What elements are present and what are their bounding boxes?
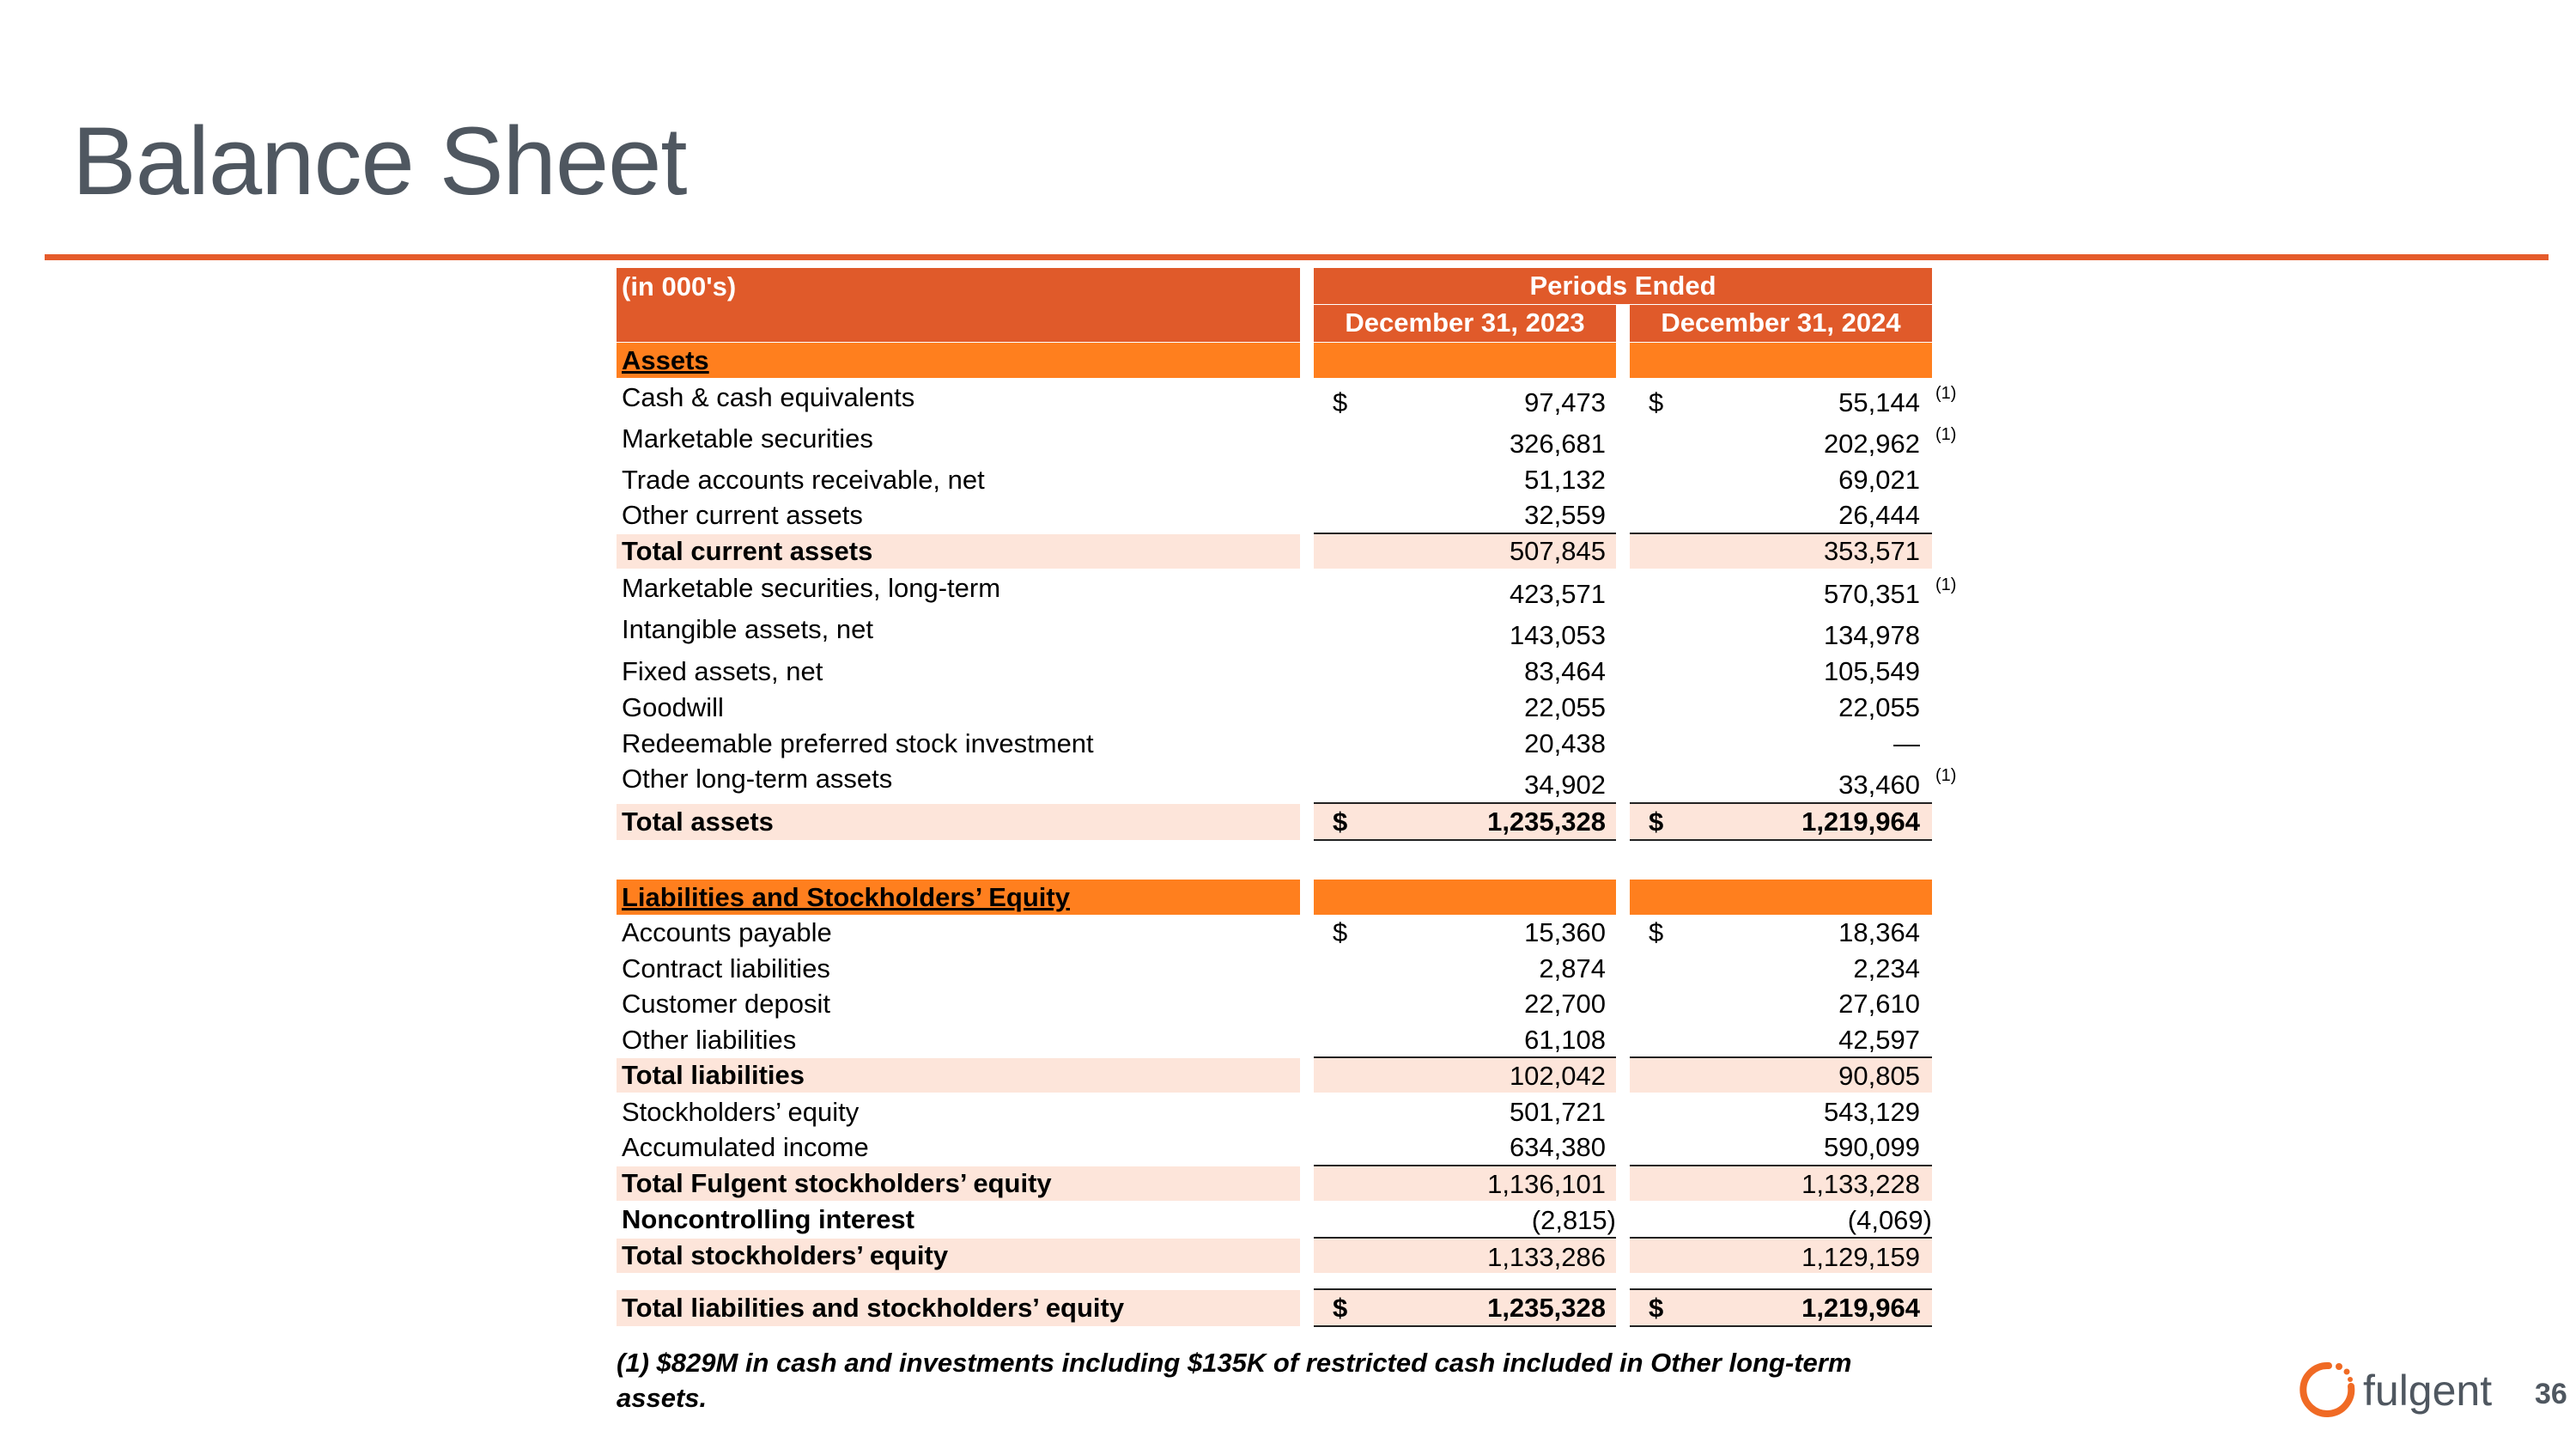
deposit-2024: 27,610 xyxy=(1838,989,1920,1019)
row-label-redeemable: Redeemable preferred stock investment xyxy=(622,728,1094,758)
redeemable-2023: 20,438 xyxy=(1524,728,1606,758)
subtotal-rule xyxy=(1630,1288,1932,1290)
row-label-cash: Cash & cash equivalents xyxy=(622,382,915,412)
accum-2023: 634,380 xyxy=(1509,1132,1606,1162)
logo-wordmark: fulgent xyxy=(2363,1367,2493,1415)
subtotal-rule xyxy=(1630,1165,1932,1166)
total-rule xyxy=(1314,1325,1616,1327)
row-label-contract: Contract liabilities xyxy=(622,953,830,983)
se-2024: 543,129 xyxy=(1823,1097,1920,1127)
marketable-lt-2024: 570,351 xyxy=(1823,579,1920,609)
row-label-accum: Accumulated income xyxy=(622,1132,869,1162)
footnote-marker: (1) xyxy=(1935,766,1957,785)
subtotal-rule xyxy=(1630,802,1932,804)
row-label-other-current: Other current assets xyxy=(622,500,863,530)
row-label-total-le: Total liabilities and stockholders’ equity xyxy=(622,1293,1125,1323)
row-label-marketable: Marketable securities xyxy=(622,423,873,454)
total-current-2023: 507,845 xyxy=(1509,536,1606,566)
subtotal-rule xyxy=(1630,1056,1932,1058)
payable-2023: 15,360 xyxy=(1524,917,1606,947)
assets-header-bg xyxy=(617,343,1300,378)
cash-2023: 97,473 xyxy=(1524,387,1606,417)
currency-symbol: $ xyxy=(1333,387,1348,417)
se-2023: 501,721 xyxy=(1509,1097,1606,1127)
footnote-marker: (1) xyxy=(1935,384,1957,403)
row-label-receivable: Trade accounts receivable, net xyxy=(622,465,985,495)
contract-2023: 2,874 xyxy=(1539,953,1606,983)
total-rule xyxy=(1630,1325,1932,1327)
receivable-2024: 69,021 xyxy=(1838,465,1920,495)
fixed-2024: 105,549 xyxy=(1823,656,1920,686)
cash-2024: 55,144 xyxy=(1838,387,1920,417)
currency-symbol: $ xyxy=(1649,1293,1664,1323)
assets-header-bg-col2 xyxy=(1630,343,1932,378)
goodwill-2024: 22,055 xyxy=(1838,692,1920,722)
unit-label: (in 000's) xyxy=(622,271,737,301)
currency-symbol: $ xyxy=(1649,807,1664,837)
row-label-other-liab: Other liabilities xyxy=(622,1025,797,1055)
row-label-total-se: Total stockholders’ equity xyxy=(622,1240,949,1270)
nci-2024: (4,069) xyxy=(1847,1205,1932,1235)
total-rule xyxy=(1630,839,1932,841)
other-current-2023: 32,559 xyxy=(1524,500,1606,530)
marketable-2023: 326,681 xyxy=(1509,429,1606,459)
fixed-2023: 83,464 xyxy=(1524,656,1606,686)
page-title: Balance Sheet xyxy=(72,107,687,215)
subtotal-rule xyxy=(1630,1237,1932,1239)
receivable-2023: 51,132 xyxy=(1524,465,1606,495)
row-label-other-lt: Other long-term assets xyxy=(622,764,893,794)
contract-2024: 2,234 xyxy=(1853,953,1920,983)
row-label-se: Stockholders’ equity xyxy=(622,1097,860,1127)
total-se-2023: 1,133,286 xyxy=(1487,1242,1606,1272)
other-liab-2024: 42,597 xyxy=(1838,1025,1920,1055)
total-le-2024: 1,219,964 xyxy=(1801,1293,1920,1323)
total-fulgent-2024: 1,133,228 xyxy=(1801,1169,1920,1199)
subtotal-rule xyxy=(1314,1237,1616,1239)
row-label-total-assets: Total assets xyxy=(622,807,774,837)
currency-symbol: $ xyxy=(1333,807,1348,837)
currency-symbol: $ xyxy=(1649,387,1664,417)
row-label-marketable-lt: Marketable securities, long-term xyxy=(622,573,1001,603)
currency-symbol: $ xyxy=(1333,917,1348,947)
other-current-2024: 26,444 xyxy=(1838,500,1920,530)
fulgent-logo xyxy=(2294,1355,2526,1424)
row-label-nci: Noncontrolling interest xyxy=(622,1204,914,1234)
page-number: 36 xyxy=(2535,1378,2567,1410)
total-se-2024: 1,129,159 xyxy=(1801,1242,1920,1272)
marketable-2024: 202,962 xyxy=(1823,429,1920,459)
total-rule xyxy=(1314,839,1616,841)
currency-symbol: $ xyxy=(1649,917,1664,947)
row-label-payable: Accounts payable xyxy=(622,917,832,947)
other-liab-2023: 61,108 xyxy=(1524,1025,1606,1055)
total-liab-2024: 90,805 xyxy=(1838,1061,1920,1091)
deposit-2023: 22,700 xyxy=(1524,989,1606,1019)
liabilities-section-header: Liabilities and Stockholders’ Equity xyxy=(622,882,1070,912)
total-current-2024: 353,571 xyxy=(1823,536,1920,566)
payable-2024: 18,364 xyxy=(1838,917,1920,947)
row-label-intangible: Intangible assets, net xyxy=(622,614,873,644)
periods-ended-label: Periods Ended xyxy=(1529,271,1716,301)
total-fulgent-2023: 1,136,101 xyxy=(1487,1169,1606,1199)
col-header-2024: December 31, 2024 xyxy=(1661,307,1901,338)
subtotal-rule xyxy=(1314,1056,1616,1058)
footnote-marker: (1) xyxy=(1935,425,1957,444)
total-assets-2024: 1,219,964 xyxy=(1801,807,1920,837)
row-label-total-current: Total current assets xyxy=(622,536,873,566)
row-label-fixed: Fixed assets, net xyxy=(622,656,823,686)
assets-header-bg-col1 xyxy=(1314,343,1616,378)
total-assets-2023: 1,235,328 xyxy=(1487,807,1606,837)
intangible-2024: 134,978 xyxy=(1823,620,1920,650)
liab-header-bg-col1 xyxy=(1314,880,1616,915)
redeemable-2024: — xyxy=(1893,728,1920,758)
row-label-total-liab: Total liabilities xyxy=(622,1060,805,1090)
liab-header-bg-col2 xyxy=(1630,880,1932,915)
col-header-2023: December 31, 2023 xyxy=(1345,307,1585,338)
row-label-deposit: Customer deposit xyxy=(622,989,830,1019)
currency-symbol: $ xyxy=(1333,1293,1348,1323)
row-label-goodwill: Goodwill xyxy=(622,692,724,722)
total-liab-2023: 102,042 xyxy=(1509,1061,1606,1091)
intangible-2023: 143,053 xyxy=(1509,620,1606,650)
subtotal-rule xyxy=(1314,802,1616,804)
total-le-2023: 1,235,328 xyxy=(1487,1293,1606,1323)
fulgent-logo-mark xyxy=(2294,1355,2526,1424)
footnote-marker: (1) xyxy=(1935,575,1957,594)
other-lt-2023: 34,902 xyxy=(1524,770,1606,800)
row-label-total-fulgent: Total Fulgent stockholders’ equity xyxy=(622,1168,1052,1198)
footnote-text: (1) $829M in cash and investments including $135K of restricted cash included in Other long-term assets. xyxy=(617,1348,1852,1413)
subtotal-rule xyxy=(1314,1165,1616,1166)
other-lt-2024: 33,460 xyxy=(1838,770,1920,800)
marketable-lt-2023: 423,571 xyxy=(1509,579,1606,609)
nci-2023: (2,815) xyxy=(1531,1205,1616,1235)
accum-2024: 590,099 xyxy=(1823,1132,1920,1162)
subtotal-rule xyxy=(1314,1288,1616,1290)
goodwill-2023: 22,055 xyxy=(1524,692,1606,722)
assets-section-header: Assets xyxy=(622,345,709,375)
